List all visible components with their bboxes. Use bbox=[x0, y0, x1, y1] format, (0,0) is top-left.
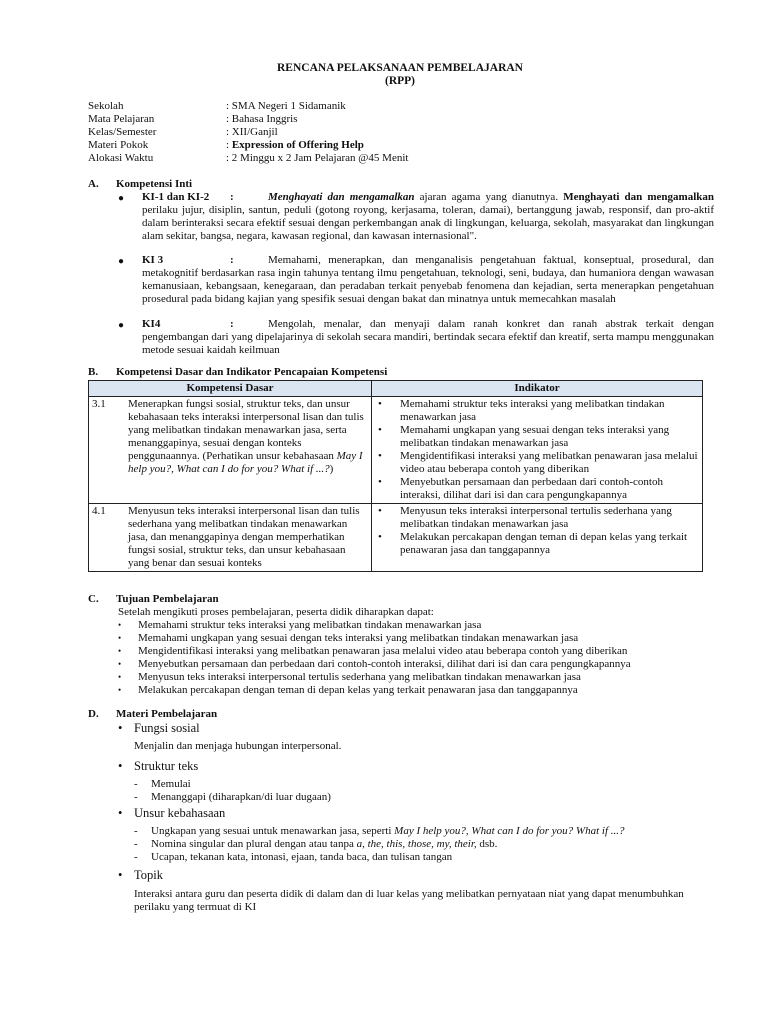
ki-text: Memahami, menerapkan, dan menganalisis pengetahuan faktual, konseptual, prosedural, dan metakognitif berdasarkan rasa ingin tahunya tentang ilmu pengetahuan, teknologi, seni, budaya, dan humaniora dengan wawasan kemanusiaan, kebangsaan, kenegaraan, dan peradaban terkait penyebab fenomena dan kejadian, serta menerapkan pengetahuan prosedural pada bidang kajian yang spesifik sesuai dengan bakat dan minatnya untuk memecahkan masalah bbox=[142, 254, 714, 305]
info-label: Mata Pelajaran bbox=[88, 113, 155, 125]
info-value-prefix: : bbox=[226, 139, 232, 151]
indicator-cell bbox=[372, 397, 703, 504]
ki-text: Mengolah, menalar, dan menyaji dalam ranah konkret dan ranah abstrak terkait dengan pengembangan dari yang dipelajarinya di sekolah secara mandiri, bertindak secara efektif dan kreatif, serta mampu menggunakan metode sesuai kaidah keilmuan bbox=[142, 318, 714, 356]
section-title: Materi Pembelajaran bbox=[116, 708, 218, 720]
section-letter: D. bbox=[88, 708, 99, 720]
column-header-kd: Kompetensi Dasar bbox=[89, 381, 372, 397]
column-header-indikator: Indikator bbox=[372, 381, 703, 397]
section-title: Kompetensi Dasar dan Indikator Pencapaian Kompetensi bbox=[116, 366, 388, 378]
unsur-italic: May I help you?, What can I do for you? What if ...? bbox=[394, 825, 625, 837]
info-label: Sekolah bbox=[88, 100, 124, 112]
ki-head: KI4 bbox=[142, 318, 161, 330]
table-header-row bbox=[89, 381, 703, 397]
section-letter: C. bbox=[88, 593, 99, 605]
ki-4-block bbox=[142, 318, 714, 357]
list-item: • Mengidentifikasi interaksi yang melibatkan penawaran jasa melalui video atau beberapa contoh yang diberikan bbox=[375, 450, 699, 476]
info-label: Alokasi Waktu bbox=[88, 152, 154, 164]
info-value-bold: Expression of Offering Help bbox=[231, 139, 364, 151]
list-item: - Memulai bbox=[134, 778, 331, 791]
unsur-list bbox=[134, 825, 625, 864]
section-letter: B. bbox=[88, 366, 99, 378]
indicator-cell bbox=[372, 504, 703, 572]
bullet-icon: • bbox=[118, 721, 123, 735]
kd-text-main: Menerapkan fungsi sosial, struktur teks, dan unsur kebahasaan teks interaksi interpersonal lisan dan tulis yang melibatkan tindakan menawarkan jasa, serta menanggapinya, sesuai dengan konteks penggunaannya. bbox=[128, 398, 364, 462]
table-row bbox=[89, 504, 703, 572]
unsur-italic: a, the, this, those, my, their, bbox=[356, 838, 477, 850]
list-item: • Memahami ungkapan yang sesuai dengan teks interaksi yang melibatkan tindakan menawarkan jasa bbox=[118, 632, 718, 645]
materi-unsur-heading bbox=[118, 807, 225, 820]
bullet-icon: ● bbox=[118, 256, 125, 267]
section-title: Tujuan Pembelajaran bbox=[116, 593, 219, 605]
materi-topik-text: Interaksi antara guru dan peserta didik di dalam dan di luar kelas yang melibatkan pernyataan niat yang dapat menumbuhkan perilaku yang termuat di KI bbox=[134, 888, 684, 913]
competency-table bbox=[88, 380, 703, 572]
section-letter: A. bbox=[88, 178, 99, 190]
list-item: • Menyebutkan persamaan dan perbedaan dari contoh-contoh interaksi, dilihat dari isi dan cara pengungkapannya bbox=[118, 658, 718, 671]
unsur-text: dsb. bbox=[476, 838, 498, 850]
ki-head: KI 3 bbox=[142, 254, 164, 266]
info-value bbox=[226, 139, 364, 152]
section-d-heading bbox=[88, 708, 217, 721]
section-c-intro: Setelah mengikuti proses pembelajaran, peserta didik diharapkan dapat: bbox=[118, 606, 434, 618]
unsur-text: Ungkapan yang sesuai untuk menawarkan jasa, seperti bbox=[151, 825, 395, 837]
info-value: : XII/Ganjil bbox=[226, 126, 278, 138]
kd-text bbox=[125, 397, 372, 504]
struktur-list bbox=[134, 778, 331, 804]
list-item: • Memahami struktur teks interaksi yang melibatkan tindakan menawarkan jasa bbox=[375, 398, 699, 424]
ki-text: ajaran agama yang dianutnya. bbox=[414, 191, 564, 203]
list-item: • Memahami ungkapan yang sesuai dengan teks interaksi yang melibatkan tindakan menawarkan jasa bbox=[375, 424, 699, 450]
objectives-list bbox=[118, 619, 718, 697]
materi-fungsi-text: Menjalin dan menjaga hubungan interpersonal. bbox=[134, 740, 342, 752]
bullet-icon: ● bbox=[118, 320, 125, 331]
info-label: Materi Pokok bbox=[88, 139, 149, 151]
ki-text: perilaku jujur, disiplin, santun, peduli (gotong royong, kerjasama, toleran, damai), bertanggung jawab, responsif, dan pro-aktif dalam berinteraksi secara efektif sesuai dengan perkembangan anak di lingkungan, keluarga, sekolah, masyarakat dan lingkungan alam sekitar, bangsa, negara, kawasan regional, dan kawasan internasional". bbox=[142, 204, 714, 242]
bullet-icon: • bbox=[118, 806, 123, 820]
unsur-text: Nomina singular dan plural dengan atau tanpa bbox=[151, 838, 357, 850]
materi-heading-text: Unsur kebahasaan bbox=[134, 806, 226, 820]
list-item: • Melakukan percakapan dengan teman di depan kelas yang terkait penawaran jasa dan tanggapannya bbox=[118, 684, 718, 697]
kd-number: 4.1 bbox=[89, 504, 126, 572]
list-item: - Ucapan, tekanan kata, intonasi, ejaan, tanda baca, dan tulisan tangan bbox=[134, 851, 625, 864]
list-item: • Melakukan percakapan dengan teman di depan kelas yang terkait penawaran jasa dan tanggapannya bbox=[375, 531, 699, 557]
ki-bold-phrase: Menghayati dan mengamalkan bbox=[268, 191, 415, 203]
section-title: Kompetensi Inti bbox=[116, 178, 193, 190]
ki-3-block bbox=[142, 254, 714, 306]
info-value: : Bahasa Inggris bbox=[226, 113, 298, 125]
bullet-icon: • bbox=[118, 759, 123, 773]
kd-note-italic: May I help you?, What can I do for you? What if ...? bbox=[128, 450, 363, 475]
bullet-icon: ● bbox=[118, 193, 125, 204]
materi-heading-text: Topik bbox=[134, 868, 163, 882]
info-value: : 2 Minggu x 2 Jam Pelajaran @45 Menit bbox=[226, 152, 409, 164]
indicator-list bbox=[375, 398, 699, 502]
section-b-heading bbox=[88, 366, 387, 379]
list-item bbox=[134, 838, 625, 851]
list-item: • Menyusun teks interaksi interpersonal tertulis sederhana yang melibatkan tindakan menawarkan jasa bbox=[375, 505, 699, 531]
materi-heading-text: Fungsi sosial bbox=[134, 721, 200, 735]
ki-colon: : bbox=[230, 191, 234, 203]
list-item: - Menanggapi (diharapkan/di luar dugaan) bbox=[134, 791, 331, 804]
list-item: • Menyebutkan persamaan dan perbedaan dari contoh-contoh interaksi, dilihat dari isi dan cara pengungkapannya bbox=[375, 476, 699, 502]
kd-note-suffix: ) bbox=[329, 463, 334, 475]
kd-number: 3.1 bbox=[89, 397, 126, 504]
materi-struktur-heading bbox=[118, 760, 198, 773]
list-item: • Memahami struktur teks interaksi yang melibatkan tindakan menawarkan jasa bbox=[118, 619, 718, 632]
bullet-icon: • bbox=[118, 868, 123, 882]
materi-topik-heading bbox=[118, 869, 163, 882]
table-row bbox=[89, 397, 703, 504]
kd-note-prefix: (Perhatikan unsur kebahasaan bbox=[202, 450, 337, 462]
document-subtitle: (RPP) bbox=[384, 75, 415, 87]
ki-head: KI-1 dan KI-2 bbox=[142, 191, 210, 203]
materi-fungsi-heading bbox=[118, 722, 200, 735]
ki-1-2-block bbox=[142, 191, 714, 243]
ki-colon: : bbox=[230, 254, 234, 266]
list-item bbox=[134, 825, 625, 838]
indicator-list bbox=[375, 505, 699, 557]
document-title: RENCANA PELAKSANAAN PEMBELAJARAN bbox=[277, 62, 523, 74]
ki-bold-phrase: Menghayati dan mengamalkan bbox=[563, 191, 714, 203]
kd-text: Menyusun teks interaksi interpersonal lisan dan tulis sederhana yang melibatkan tindakan menawarkan jasa, dan menanggapinya dengan memperhatikan fungsi sosial, struktur teks, dan unsur kebahasaan yang benar dan sesuai konteks bbox=[125, 504, 372, 572]
info-label: Kelas/Semester bbox=[88, 126, 157, 138]
section-c-heading bbox=[88, 593, 219, 606]
info-value: : SMA Negeri 1 Sidamanik bbox=[226, 100, 346, 112]
list-item: • Mengidentifikasi interaksi yang melibatkan penawaran jasa melalui video atau beberapa contoh yang diberikan bbox=[118, 645, 718, 658]
section-a-heading bbox=[88, 178, 192, 191]
ki-colon: : bbox=[230, 318, 234, 330]
list-item: • Menyusun teks interaksi interpersonal tertulis sederhana yang melibatkan tindakan menawarkan jasa bbox=[118, 671, 718, 684]
materi-heading-text: Struktur teks bbox=[134, 759, 199, 773]
